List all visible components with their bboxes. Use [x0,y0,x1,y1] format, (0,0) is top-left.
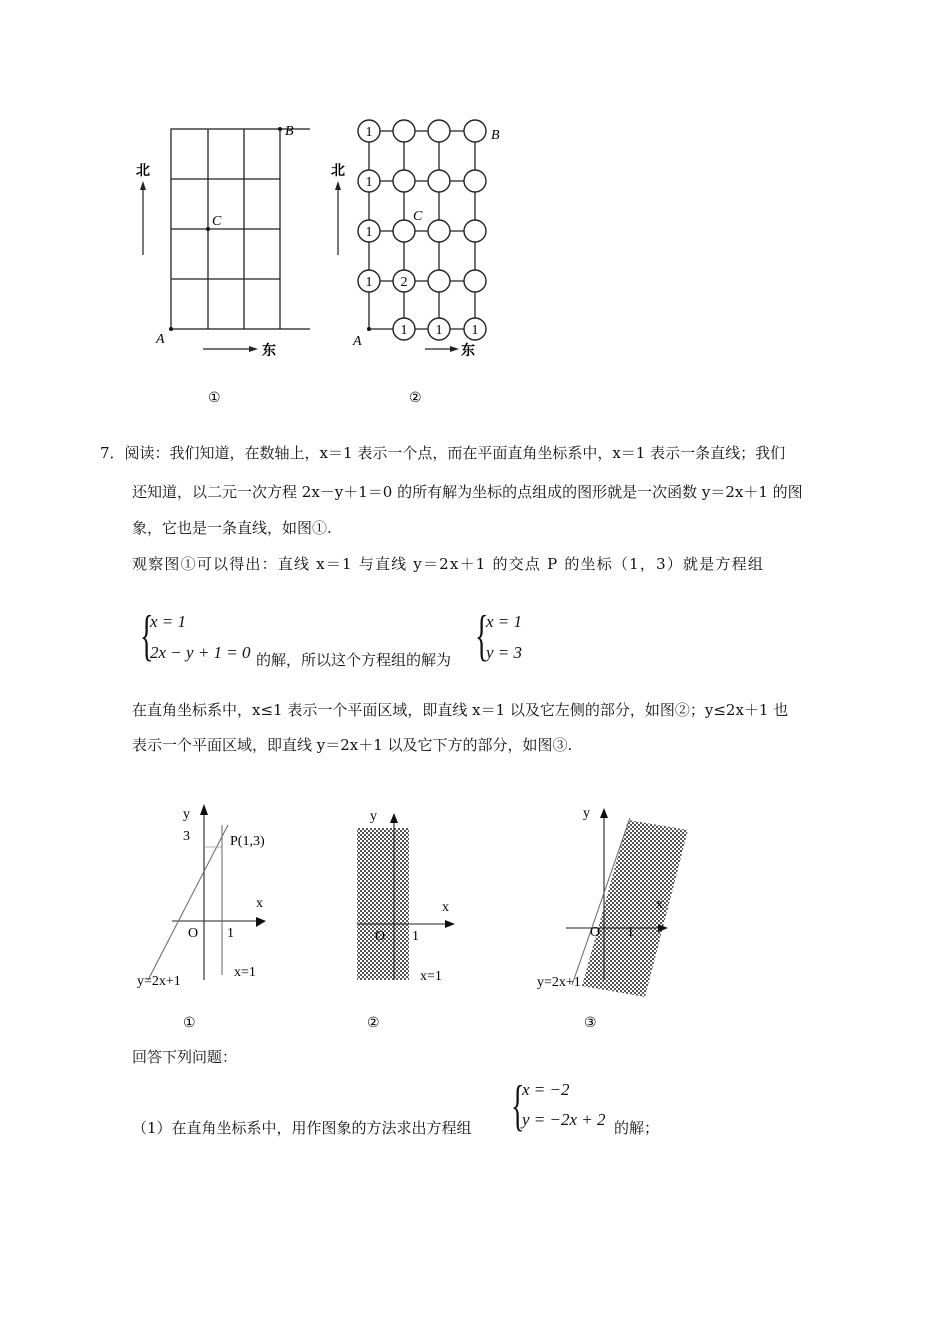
origin-label: O [375,929,386,944]
grid-node-value: 1 [365,225,373,240]
graph-2 [357,809,455,1031]
coordinate-graphs [0,790,950,1040]
q1-eq1: x = −2 [522,1080,570,1099]
grid-node-circle [464,270,486,292]
grid-node-value: 1 [365,175,373,190]
point-c-label: C [413,209,423,224]
grid-node-value: 1 [365,275,373,290]
y-axis-label: y [583,806,590,821]
system1-after-text: 的解，所以这个方程组的解为 [256,651,452,669]
problem-7-line-2: 还知道，以二元一次方程 2x－y＋1＝0 的所有解为坐标的点组成的图形就是一次函数 y＝2x＋1 的图 [132,483,803,501]
y-axis-label: y [370,809,377,824]
q1-text: （1）在直角坐标系中，用作图象的方法求出方程组 [132,1119,472,1137]
east-label: 东 [262,344,276,359]
tick-one: 1 [627,925,634,940]
left-brace: { [475,605,489,667]
point-b-label: B [491,128,500,143]
vline-label: x=1 [420,969,442,984]
solution-eq1: x = 1 [486,612,523,631]
problem-7-line-6: 表示一个平面区域，即直线 y＝2x＋1 以及它下方的部分，如图③. [132,736,573,754]
grid-node-circle [464,170,486,192]
grid-figure-1 [130,115,310,415]
grid-node-circle [393,220,415,242]
solution-eq2: y = 3 [486,643,523,662]
north-label: 北 [136,164,150,179]
problem-7-line-5: 在直角坐标系中，x≤1 表示一个平面区域，即直线 x＝1 以及它左侧的部分，如图②；y≤2x＋1 也 [132,701,789,719]
grid-node-value: 2 [400,275,408,290]
grid-node-circle [464,220,486,242]
grid-node-circle [428,120,450,142]
line-label: y=2x+1 [537,975,581,990]
x-axis-label: x [442,900,449,915]
problem-7-line-3: 象，它也是一条直线，如图①. [132,519,332,537]
origin-label: O [590,925,601,940]
x-axis-label: x [256,896,263,911]
tick-one: 1 [227,926,234,941]
origin-label: O [188,926,199,941]
point-b-label: B [285,124,294,139]
point-p-label: P(1,3) [230,834,265,849]
grid-node-circle [428,270,450,292]
left-brace: { [511,1075,525,1137]
figure-caption: ① [183,1016,196,1031]
north-label: 北 [331,164,345,179]
graph-3 [537,806,688,1031]
grid-node-circle [393,170,415,192]
q1-eq2: y = −2x + 2 [522,1110,606,1129]
point-a-label: A [353,334,362,349]
grid-node-value: 1 [435,323,443,338]
graph-1 [137,804,266,1031]
left-brace: { [140,605,154,667]
figure-caption: ① [208,391,221,406]
problem-7-line-1: 7．阅读：我们知道，在数轴上，x＝1 表示一个点，而在平面直角坐标系中，x＝1 表示一条直线；我们 [100,444,786,462]
y-axis-label: y [183,807,190,822]
questions-heading: 回答下列问题： [132,1048,238,1066]
east-label: 东 [461,344,475,359]
figure-caption: ② [409,391,422,406]
x-axis-label: x [656,897,663,912]
grid-node-circle [428,220,450,242]
circle-grid-figure-2 [325,115,525,415]
grid-node-circle [464,120,486,142]
point-a-label: A [156,332,165,347]
shaded-region [357,828,409,980]
grid-node-circle [393,120,415,142]
figure-caption: ③ [584,1016,597,1031]
grid-node-value: 1 [400,323,408,338]
figure-caption: ② [367,1016,380,1031]
grid-node-value: 1 [365,125,373,140]
grid-node-circle [428,170,450,192]
point-c-label: C [212,214,222,229]
shaded-region [582,820,688,997]
line-label: y=2x+1 [137,974,181,989]
tick-one: 1 [412,929,419,944]
q1-after-text: 的解； [614,1119,660,1137]
system1-eq2: 2x − y + 1 = 0 [150,643,251,662]
line-y-2x-plus-1 [148,825,228,980]
tick-three: 3 [183,829,190,844]
problem-7-line-4: 观察图①可以得出：直线 x＝1 与直线 y＝2x＋1 的交点 P 的坐标（1，3）就是方程组 [132,555,765,573]
system1-eq1: x = 1 [150,612,187,631]
grid-node-value: 1 [471,323,479,338]
vline-label: x=1 [234,965,256,980]
